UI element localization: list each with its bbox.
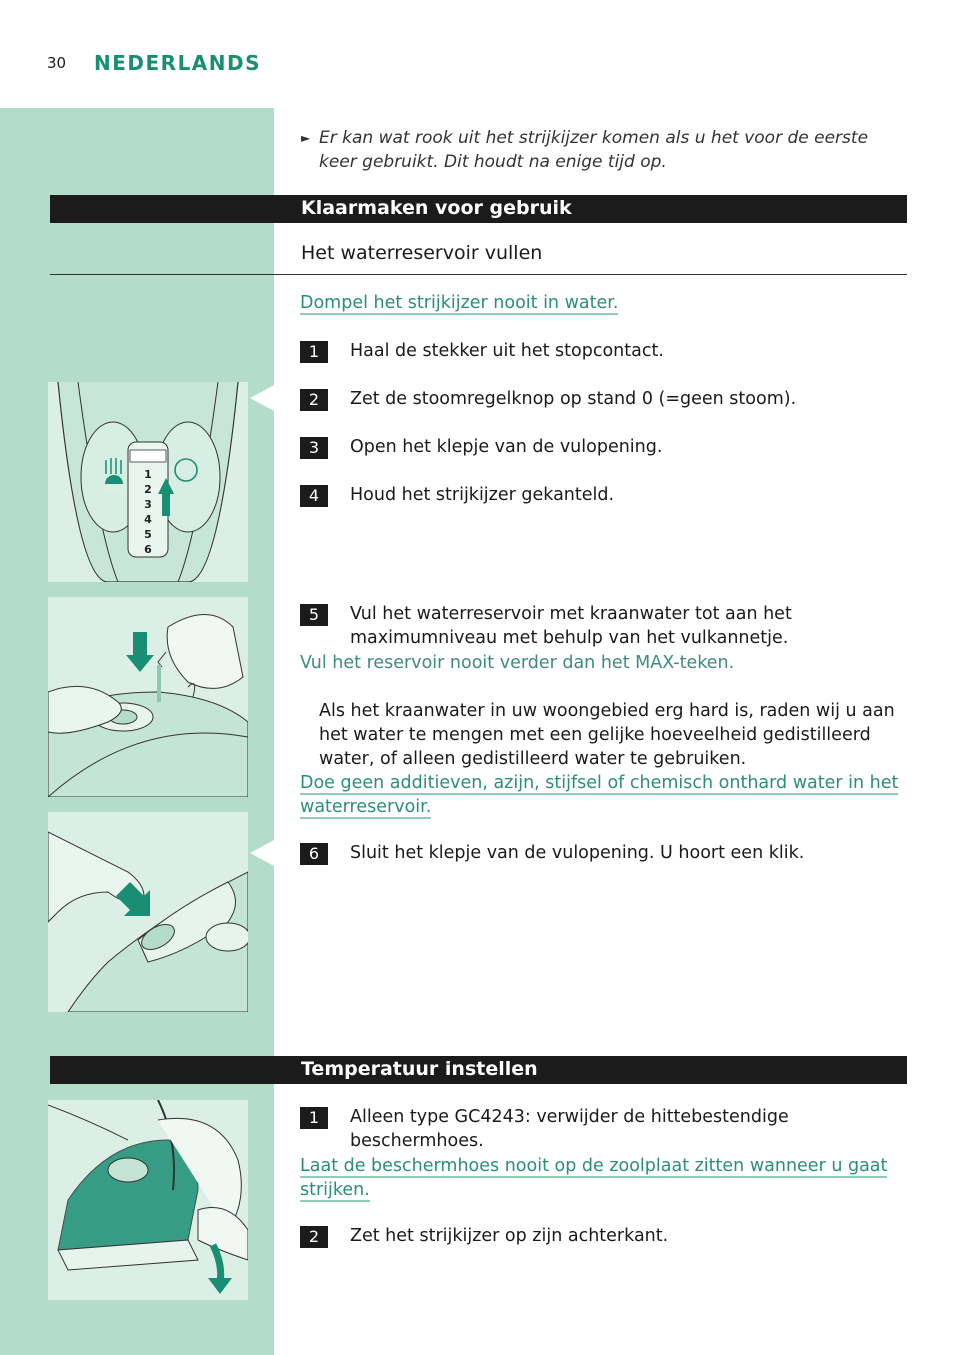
bullet-triangle-icon: ► — [301, 131, 311, 145]
warning-additives: Doe geen additieven, azijn, stijfsel of chemisch onthard water in het waterreservoir. — [300, 773, 899, 817]
dial-number: 6 — [144, 543, 152, 556]
page-number: 30 — [47, 54, 67, 72]
dial-number: 3 — [144, 498, 152, 511]
subsection-title: Het waterreservoir vullen — [301, 242, 543, 264]
warning-cover: Laat de beschermhoes nooit op de zoolplaat zitten wanneer u gaat strijken. — [300, 1156, 888, 1200]
illustration-steam-dial — [48, 382, 248, 582]
dial-number: 5 — [144, 528, 152, 541]
language-heading: NEDERLANDS — [94, 51, 262, 75]
warning-text: Dompel het strijkijzer nooit in water. — [300, 293, 619, 313]
pointer-arrow-icon — [250, 385, 274, 411]
dial-number: 4 — [144, 513, 152, 526]
warning-max: Vul het reservoir nooit verder dan het MAX-teken. — [300, 653, 735, 673]
section-title: Klaarmaken voor gebruik — [301, 197, 572, 219]
dial-number: 2 — [144, 483, 152, 496]
divider — [50, 274, 907, 275]
section-bar-temperature — [50, 1056, 907, 1084]
illustration-remove-cover — [48, 1100, 248, 1300]
tip-text: Als het kraanwater in uw woongebied erg hard is, raden wij u aan het water te mengen met een gelijke hoeveelheid gedistilleerd water, of alleen gedistilleerd water te gebruiken. — [319, 701, 895, 769]
illustration-filling — [48, 597, 248, 797]
illustration-closing-lid — [48, 812, 248, 1012]
section-bar-preparation — [50, 195, 907, 223]
pointer-arrow-icon — [250, 840, 274, 866]
intro-note-text: Er kan wat rook uit het strijkijzer komen als u het voor de eerste keer gebruikt. Dit houdt na enige tijd op. — [319, 128, 869, 172]
section-title: Temperatuur instellen — [301, 1058, 538, 1080]
dial-number: 1 — [144, 468, 152, 481]
